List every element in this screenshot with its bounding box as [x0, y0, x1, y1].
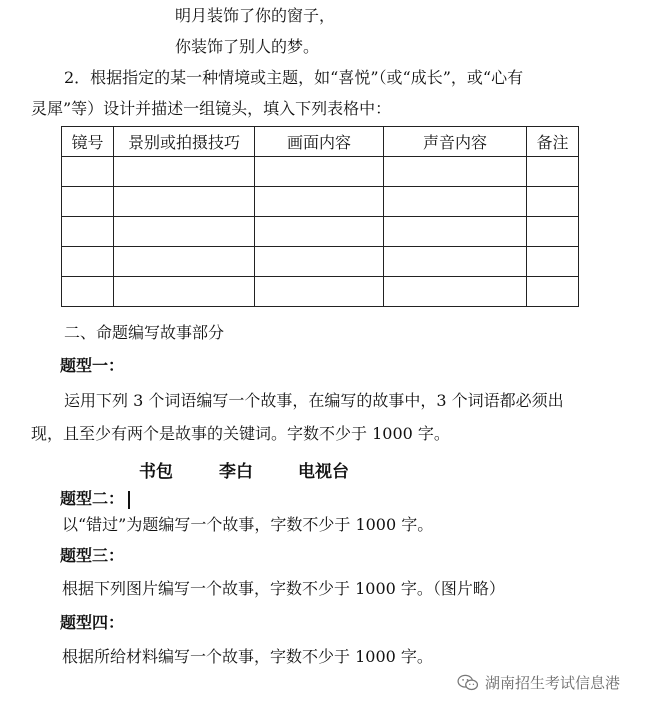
table-row [62, 217, 579, 247]
table-cell [255, 157, 384, 187]
table-cell [62, 217, 114, 247]
header-picture-content: 画面内容 [255, 127, 384, 157]
keyword-2: 李白 [219, 462, 253, 482]
type-3-label: 题型三： [60, 546, 125, 565]
table-cell [527, 277, 579, 307]
section-2-heading: 二、命题编写故事部分 [64, 323, 225, 342]
type-1-label: 题型一： [60, 356, 125, 375]
table-row [62, 157, 579, 187]
question-2-line-1: 2．根据指定的某一种情境或主题，如“喜悦”（或“成长”，或“心有 [64, 68, 524, 87]
table-cell [527, 217, 579, 247]
type-1-text-line-2: 现，且至少有两个是故事的关键词。字数不少于 1000 字。 [31, 424, 450, 443]
question-2-line-2: 灵犀”等）设计并描述一组镜头，填入下列表格中： [31, 99, 392, 118]
table-cell [255, 277, 384, 307]
table-cell [384, 217, 527, 247]
header-shot-technique: 景别或拍摄技巧 [114, 127, 255, 157]
table-header-row [62, 127, 579, 157]
table-cell [62, 157, 114, 187]
header-shot-number: 镜号 [62, 127, 114, 157]
type-2-label-row [60, 489, 130, 509]
watermark [457, 672, 620, 693]
table-row [62, 277, 579, 307]
table-cell [384, 247, 527, 277]
shot-table [61, 126, 579, 307]
table-cell [255, 247, 384, 277]
table-row [62, 247, 579, 277]
type-1-text-line-1: 运用下列 3 个词语编写一个故事，在编写的故事中，3 个词语都必须出 [64, 391, 564, 410]
wechat-icon [457, 674, 479, 692]
table-cell [384, 187, 527, 217]
keyword-1: 书包 [139, 462, 173, 482]
table-cell [384, 277, 527, 307]
table-cell [255, 217, 384, 247]
table-cell [255, 187, 384, 217]
table-cell [62, 247, 114, 277]
table-cell [62, 277, 114, 307]
type-2-text: 以“错过”为题编写一个故事，字数不少于 1000 字。 [62, 515, 434, 534]
table-cell [114, 217, 255, 247]
table-cell [527, 157, 579, 187]
poem-line-2: 你装饰了别人的梦。 [175, 37, 320, 56]
table-cell [114, 277, 255, 307]
table-cell [384, 157, 527, 187]
table-row [62, 187, 579, 217]
table-cell [114, 157, 255, 187]
type-3-text: 根据下列图片编写一个故事，字数不少于 1000 字。（图片略） [62, 579, 505, 598]
header-notes: 备注 [527, 127, 579, 157]
text-cursor [128, 491, 130, 509]
table-cell [114, 187, 255, 217]
header-sound-content: 声音内容 [384, 127, 527, 157]
type-4-text: 根据所给材料编写一个故事，字数不少于 1000 字。 [62, 647, 433, 666]
type-2-label: 题型二： [60, 489, 125, 508]
table-cell [527, 187, 579, 217]
keyword-3: 电视台 [298, 462, 349, 482]
type-4-label: 题型四： [60, 613, 125, 632]
poem-line-1: 明月装饰了你的窗子， [175, 6, 336, 25]
table-cell [114, 247, 255, 277]
table-cell [527, 247, 579, 277]
watermark-text: 湖南招生考试信息港 [485, 674, 621, 692]
table-cell [62, 187, 114, 217]
